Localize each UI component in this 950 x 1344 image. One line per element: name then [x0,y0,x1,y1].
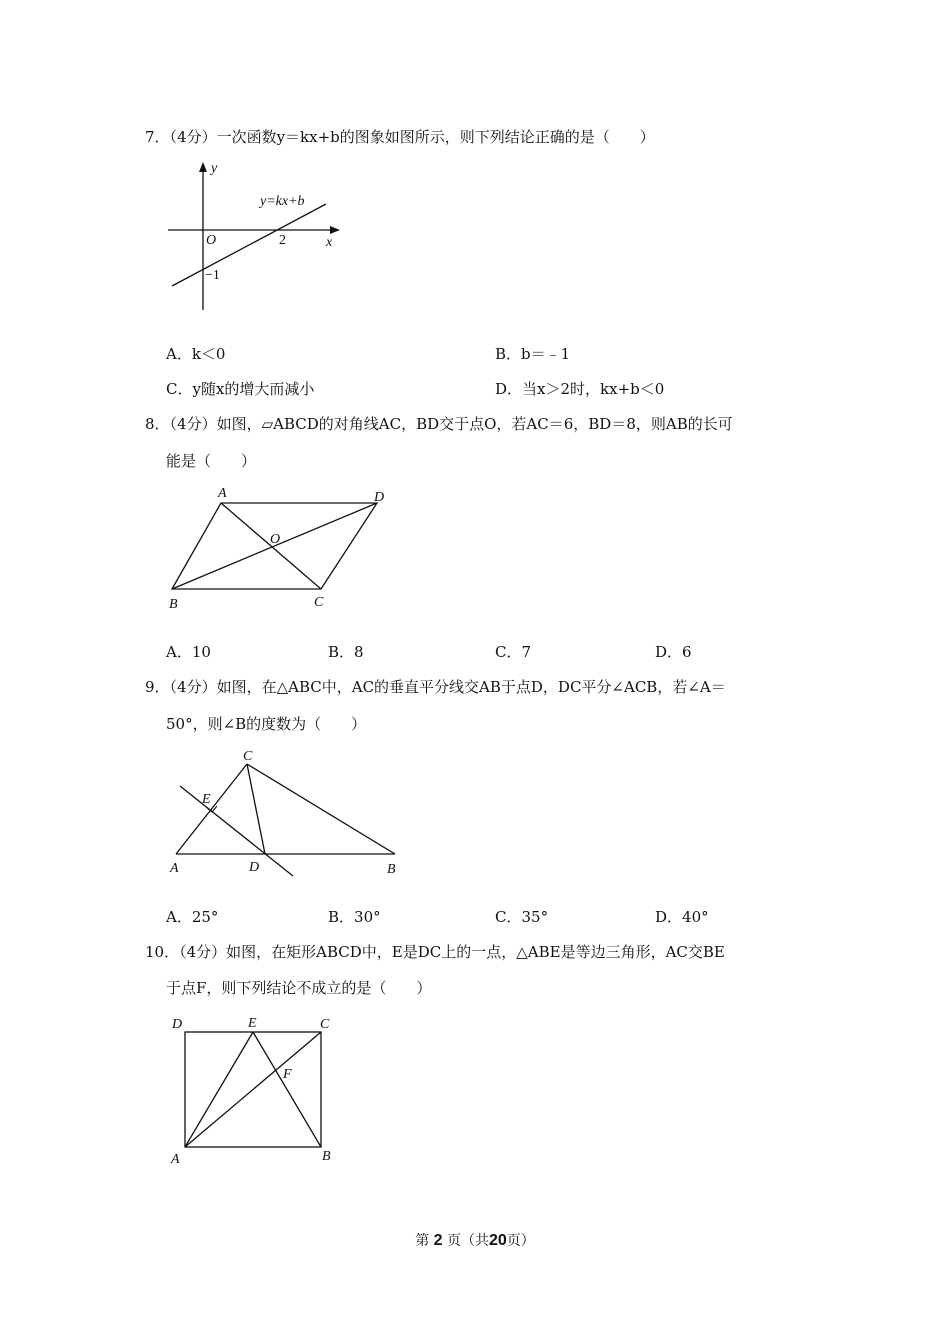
segment-cd [247,764,265,854]
q7-figure [160,160,360,320]
vertex-a-label: A [171,1152,180,1167]
origin-label: O [206,233,217,248]
x-axis-label: x [326,235,333,250]
point-f-label: F [283,1067,292,1082]
y-axis-arrow [199,162,207,172]
vertex-c-label: C [243,749,253,764]
q8-option-b[interactable]: B．8 [328,643,364,661]
q8-option-c[interactable]: C．7 [495,643,532,661]
q10-stem-line1: 10．（4分）如图，在矩形ABCD中，E是DC上的一点，△ABE是等边三角形，AC交BE [145,943,725,961]
point-d-label: D [249,860,260,875]
footer-prefix: 第 [415,1233,430,1249]
vertex-c-label: C [320,1017,330,1032]
segment-ae [185,1032,253,1147]
footer-middle: 页（共 [447,1233,489,1249]
perpendicular-bisector [180,786,293,876]
side-bc [247,764,395,854]
q8-figure [160,482,400,612]
function-line [172,204,326,286]
q8-stem-line1: 8．（4分）如图，▱ABCD的对角线AC，BD交于点O，若AC＝6，BD＝8，则AB的长可 [145,415,733,433]
q7-option-a[interactable]: A．k＜0 [166,345,226,363]
x-axis-arrow [330,226,340,234]
point-e-label: E [248,1016,257,1031]
page-footer [0,1230,950,1250]
q9-option-a[interactable]: A．25° [166,908,219,926]
vertex-c-label: C [314,595,324,610]
q9-option-d[interactable]: D．40° [655,908,709,926]
vertex-b-label: B [169,597,178,612]
page-number: 2 [433,1232,443,1249]
vertex-d-label: D [374,490,385,505]
vertex-b-label: B [322,1149,331,1164]
q10-stem-line2: 于点F，则下列结论不成立的是（ ） [166,979,432,997]
q8-option-a[interactable]: A．10 [166,643,211,661]
y-axis-label: y [211,161,218,176]
x-intercept-label: 2 [279,233,286,248]
q7-stem: 7．（4分）一次函数y＝kx+b的图象如图所示，则下列结论正确的是（ ） [145,128,655,146]
q9-stem-line1: 9．（4分）如图，在△ABC中，AC的垂直平分线交AB于点D，DC平分∠ACB，若∠A＝ [145,678,726,696]
q9-figure [160,744,420,884]
q7-option-c[interactable]: C．y随x的增大而减小 [166,380,315,398]
q9-option-c[interactable]: C．35° [495,908,549,926]
center-o-label: O [270,532,281,547]
vertex-a-label: A [170,861,179,876]
y-intercept-label: −1 [205,268,220,283]
q8-option-d[interactable]: D．6 [655,643,692,661]
equation-label: y=kx+b [260,194,305,209]
vertex-d-label: D [172,1017,183,1032]
point-e-label: E [202,792,211,807]
footer-suffix: 页） [506,1233,535,1249]
vertex-a-label: A [218,486,227,501]
q9-stem-line2: 50°，则∠B的度数为（ ） [166,715,367,733]
side-ac [176,764,247,854]
q7-option-d[interactable]: D．当x＞2时，kx+b＜0 [495,380,665,398]
q10-figure [160,1012,360,1172]
q8-stem-line2: 能是（ ） [166,452,257,470]
q7-option-b[interactable]: B．b＝﹣1 [495,345,571,363]
q9-option-b[interactable]: B．30° [328,908,381,926]
diagonal-ac [185,1032,321,1147]
segment-be [253,1032,321,1147]
vertex-b-label: B [387,862,396,877]
total-pages: 20 [489,1232,507,1249]
